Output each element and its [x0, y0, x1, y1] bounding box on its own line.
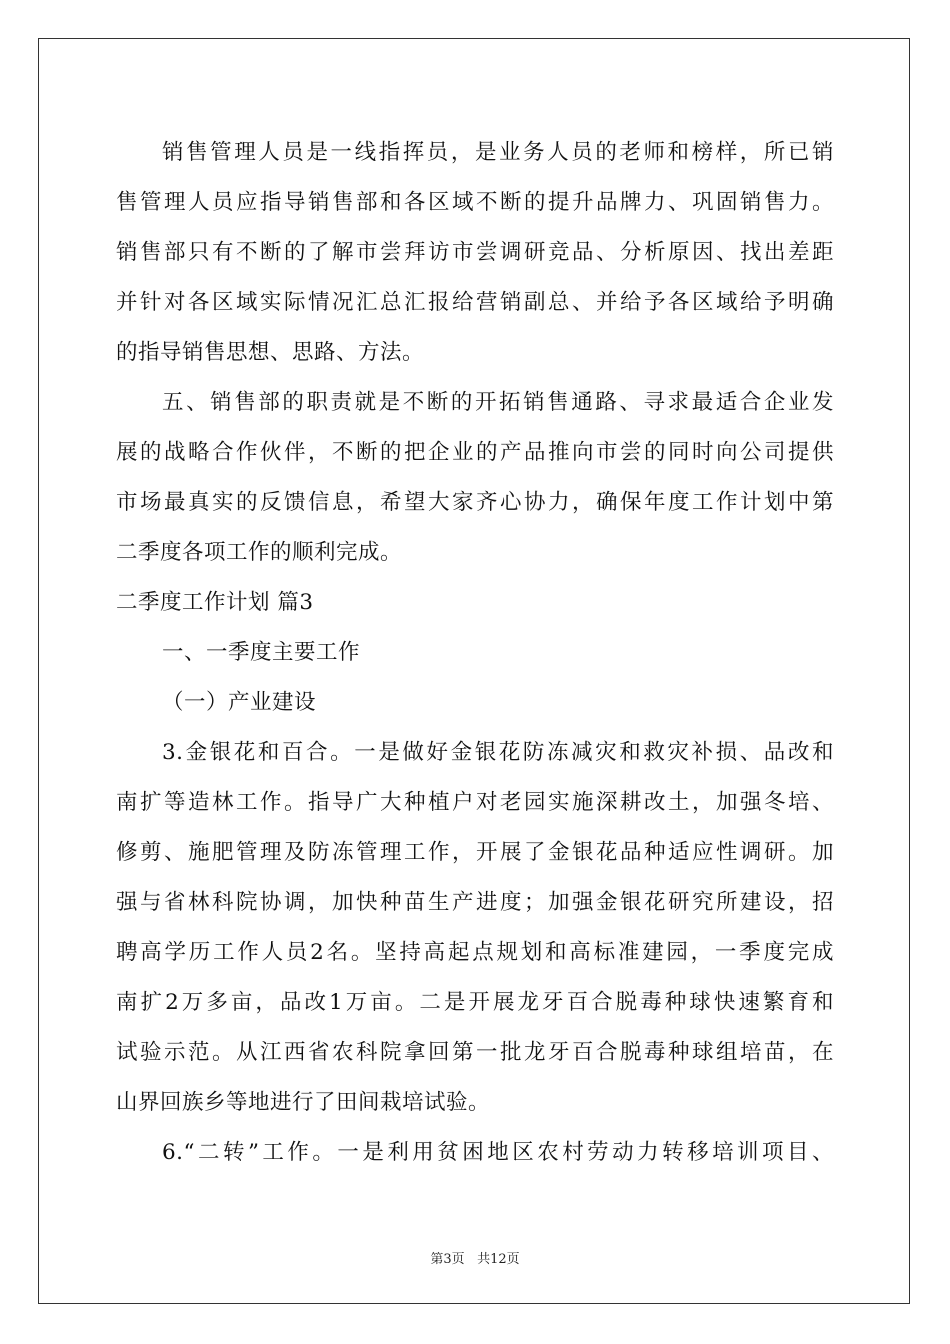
text-line: 市场最真实的反馈信息，希望大家齐心协力，确保年度工作计划中第 [116, 490, 834, 515]
text-line: 3.金银花和百合。一是做好金银花防冻减灾和救灾补损、品改和 [162, 740, 834, 765]
subsection-heading: 一、一季度主要工作 [162, 640, 361, 665]
section-heading: 二季度工作计划 篇3 [116, 590, 314, 615]
text-line: 南扩等造林工作。指导广大种植户对老园实施深耕改土，加强冬培、 [116, 790, 834, 815]
text-line: 修剪、施肥管理及防冻管理工作，开展了金银花品种适应性调研。加 [116, 840, 834, 865]
text-line: 五、销售部的职责就是不断的开拓销售通路、寻求最适合企业发 [162, 390, 834, 415]
text-line: 展的战略合作伙伴，不断的把企业的产品推向市尝的同时向公司提供 [116, 440, 834, 465]
text-line: 试验示范。从江西省农科院拿回第一批龙牙百合脱毒种球组培苗，在 [116, 1040, 834, 1065]
text-line: 销售部只有不断的了解市尝拜访市尝调研竞品、分析原因、找出差距 [116, 240, 834, 265]
document-body [116, 128, 834, 1178]
text-line: 强与省林科院协调，加快种苗生产进度；加强金银花研究所建设，招 [116, 890, 834, 915]
text-line: 销售管理人员是一线指挥员，是业务人员的老师和榜样，所已销 [162, 140, 834, 165]
page-total: 共12页 [477, 1252, 520, 1267]
text-line: 的指导销售思想、思路、方法。 [116, 340, 425, 365]
subsection-heading: （一）产业建设 [162, 690, 317, 715]
text-line: 二季度各项工作的顺利完成。 [116, 540, 403, 565]
page-footer [0, 1248, 950, 1267]
page-number: 第3页 [430, 1252, 465, 1267]
text-line: 山界回族乡等地进行了田间栽培试验。 [116, 1090, 491, 1115]
text-line: 售管理人员应指导销售部和各区域不断的提升品牌力、巩固销售力。 [116, 190, 834, 215]
text-line: 6.“二转”工作。一是利用贫困地区农村劳动力转移培训项目、 [162, 1140, 834, 1165]
text-line: 聘高学历工作人员2名。坚持高起点规划和高标准建园，一季度完成 [116, 940, 834, 965]
text-line: 南扩2万多亩，品改1万亩。二是开展龙牙百合脱毒种球快速繁育和 [116, 990, 834, 1015]
text-line: 并针对各区域实际情况汇总汇报给营销副总、并给予各区域给予明确 [116, 290, 834, 315]
